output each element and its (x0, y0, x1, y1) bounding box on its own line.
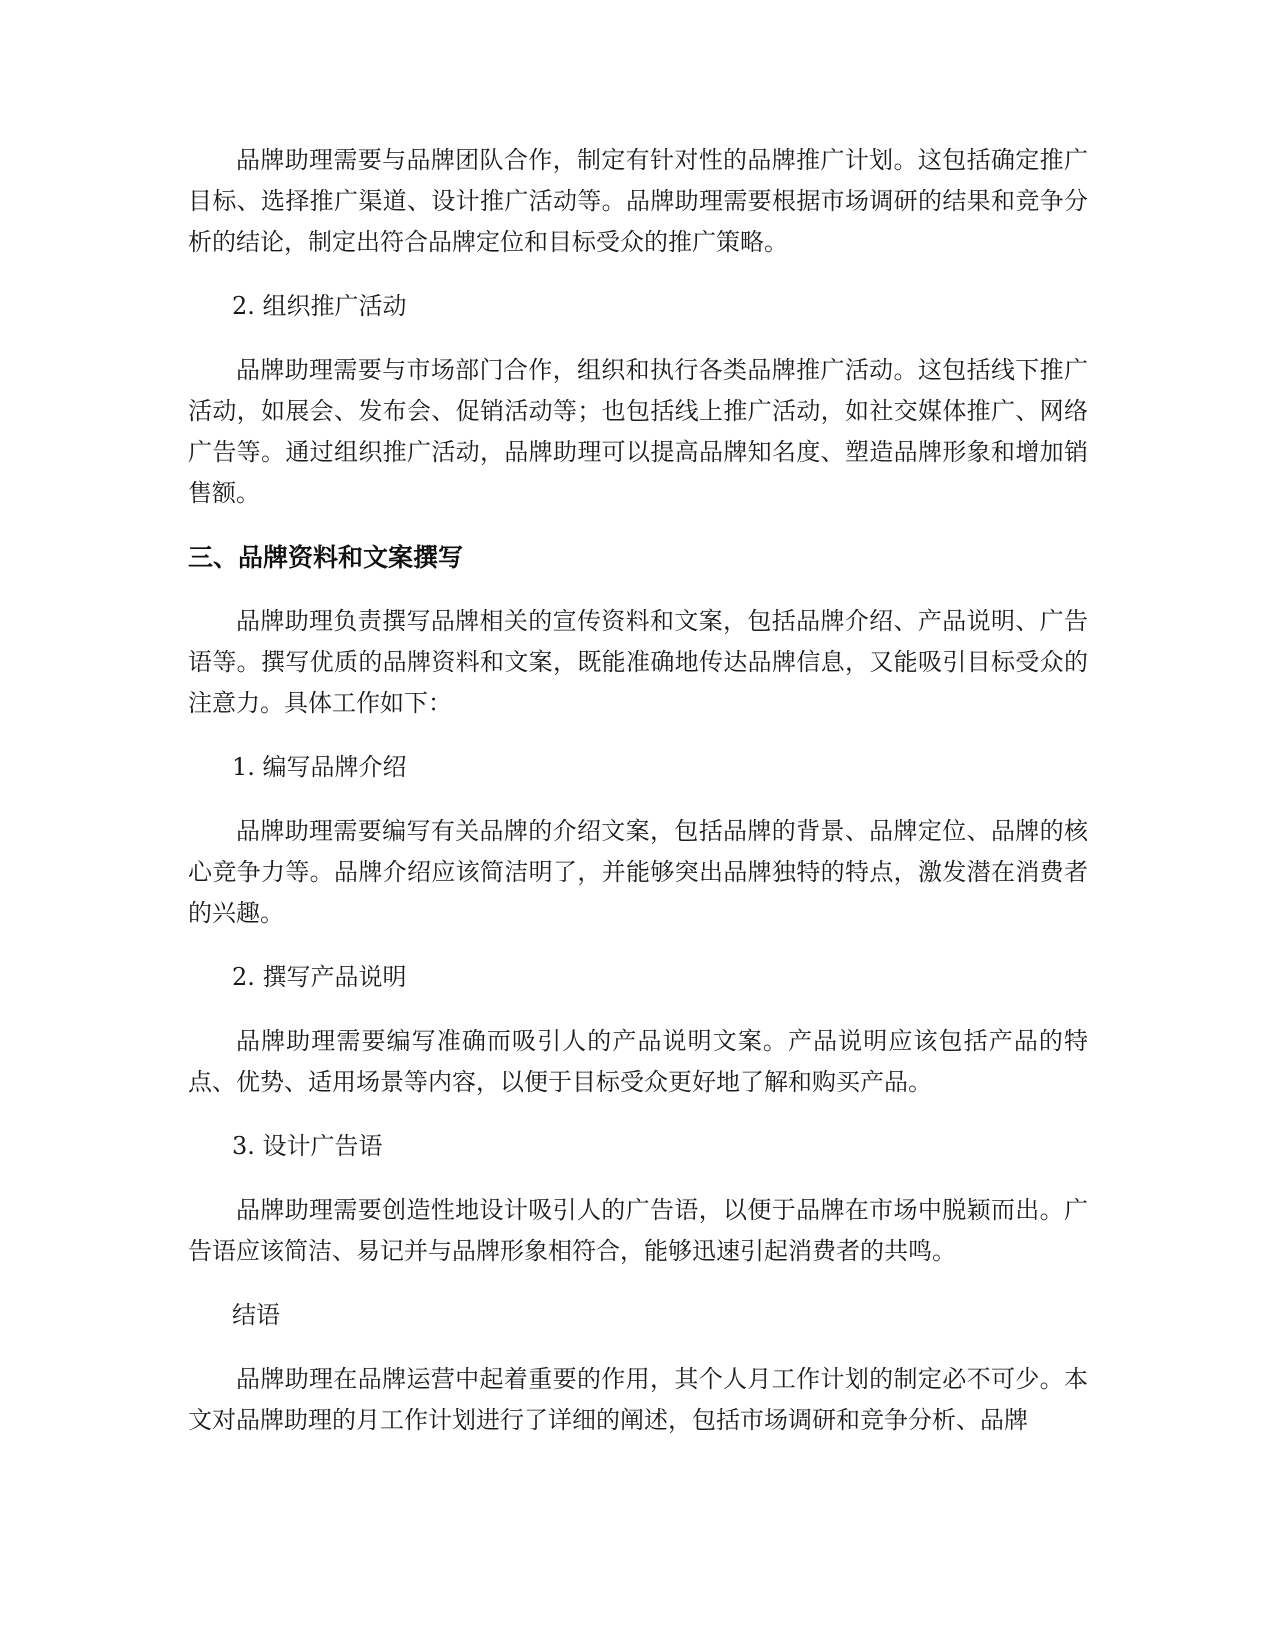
paragraph-promotion-activities: 品牌助理需要与市场部门合作，组织和执行各类品牌推广活动。这包括线下推广活动，如展会、发布会、促销活动等；也包括线上推广活动，如社交媒体推广、网络广告等。通过组织推广活动，品牌助理可以提高品牌知名度、塑造品牌形象和增加销售额。 (188, 356, 1088, 507)
document-body (188, 140, 1088, 1441)
list-item-product-description: 2. 撰写产品说明 (232, 963, 407, 991)
paragraph-ad-slogan: 品牌助理需要创造性地设计吸引人的广告语，以便于品牌在市场中脱颖而出。广告语应该简洁、易记并与品牌形象相符合，能够迅速引起消费者的共鸣。 (188, 1196, 1088, 1265)
list-item-ad-slogan: 3. 设计广告语 (232, 1132, 383, 1160)
list-item-organize-activities: 2. 组织推广活动 (232, 292, 407, 320)
paragraph-conclusion: 品牌助理在品牌运营中起着重要的作用，其个人月工作计划的制定必不可少。本文对品牌助理的月工作计划进行了详细的阐述，包括市场调研和竞争分析、品牌 (188, 1365, 1088, 1434)
paragraph-promotion-plan: 品牌助理需要与品牌团队合作，制定有针对性的品牌推广计划。这包括确定推广目标、选择推广渠道、设计推广活动等。品牌助理需要根据市场调研的结果和竞争分析的结论，制定出符合品牌定位和目标受众的推广策略。 (188, 146, 1088, 256)
paragraph-brand-materials-intro: 品牌助理负责撰写品牌相关的宣传资料和文案，包括品牌介绍、产品说明、广告语等。撰写优质的品牌资料和文案，既能准确地传达品牌信息，又能吸引目标受众的注意力。具体工作如下： (188, 607, 1088, 717)
list-item-brand-introduction: 1. 编写品牌介绍 (232, 753, 407, 781)
section-heading-brand-materials: 三、品牌资料和文案撰写 (188, 543, 464, 572)
conclusion-label: 结语 (232, 1301, 280, 1329)
paragraph-product-description: 品牌助理需要编写准确而吸引人的产品说明文案。产品说明应该包括产品的特点、优势、适用场景等内容，以便于目标受众更好地了解和购买产品。 (188, 1027, 1088, 1096)
paragraph-brand-introduction: 品牌助理需要编写有关品牌的介绍文案，包括品牌的背景、品牌定位、品牌的核心竞争力等。品牌介绍应该简洁明了，并能够突出品牌独特的特点，激发潜在消费者的兴趣。 (188, 817, 1088, 927)
